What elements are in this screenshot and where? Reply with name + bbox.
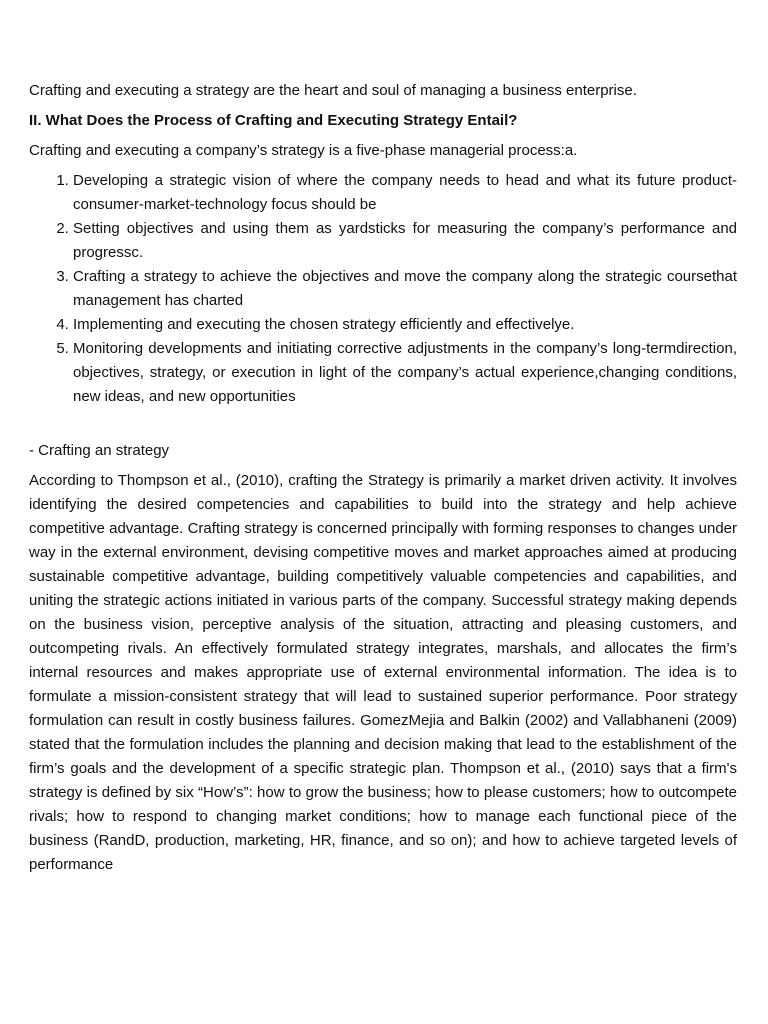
- phase-item: 4. Implementing and executing the chosen strategy efficiently and effectivelye.: [73, 313, 737, 337]
- phase-item: 5. Monitoring developments and initiating corrective adjustments in the company’s long-termdirection, objectives, strategy, or execution in light of the company’s actual experience,changing conditions, new ideas, and new opportunities: [73, 337, 737, 409]
- process-lead-sentence: Crafting and executing a company’s strategy is a five-phase managerial process:a.: [29, 142, 578, 159]
- phase-item: 1. Developing a strategic vision of where the company needs to head and what its future product-consumer-market-technology focus should be: [73, 169, 737, 217]
- phase-item: 3. Crafting a strategy to achieve the objectives and move the company along the strategic coursethat management has charted: [73, 265, 737, 313]
- body-paragraph: According to Thompson et al., (2010), crafting the Strategy is primarily a market driven activity. It involves identifying the desired competencies and capabilities to build into the strategy and help achieve competitive advantage. Crafting strategy is concerned principally with forming responses to changes under way in the external environment, devising competitive moves and market approaches aimed at producing sustainable competitive advantage, building competitively valuable competencies and capabilities, and uniting the strategic actions initiated in various parts of the company. Successful strategy making depends on the business vision, perceptive analysis of the situation, attracting and pleasing customers, and outcompeting rivals. An effectively formulated strategy integrates, marshals, and allocates the firm’s internal resources and makes appropriate use of external environmental information. The idea is to formulate a mission-consistent strategy that will lead to sustained superior performance. Poor strategy formulation can result in costly business failures. GomezMejia and Balkin (2002) and Vallabhaneni (2009) stated that the formulation includes the planning and decision making that lead to the establishment of the firm’s goals and the development of a specific strategic plan. Thompson et al., (2010) says that a firm's strategy is defined by six “How’s”: how to grow the business; how to please customers; how to outcompete rivals; how to respond to changing market conditions; how to manage each functional piece of the business (RandD, production, marketing, HR, finance, and so on); and how to achieve targeted levels of performance: [29, 472, 737, 873]
- section-heading: II. What Does the Process of Crafting and Executing Strategy Entail?: [29, 112, 518, 129]
- phase-item: 2. Setting objectives and using them as yardsticks for measuring the company’s performance and progressc.: [73, 217, 737, 265]
- subsection-label: - Crafting an strategy: [29, 442, 170, 459]
- intro-sentence: Crafting and executing a strategy are the heart and soul of managing a business enterprise.: [29, 82, 637, 99]
- phases-list: [29, 169, 737, 409]
